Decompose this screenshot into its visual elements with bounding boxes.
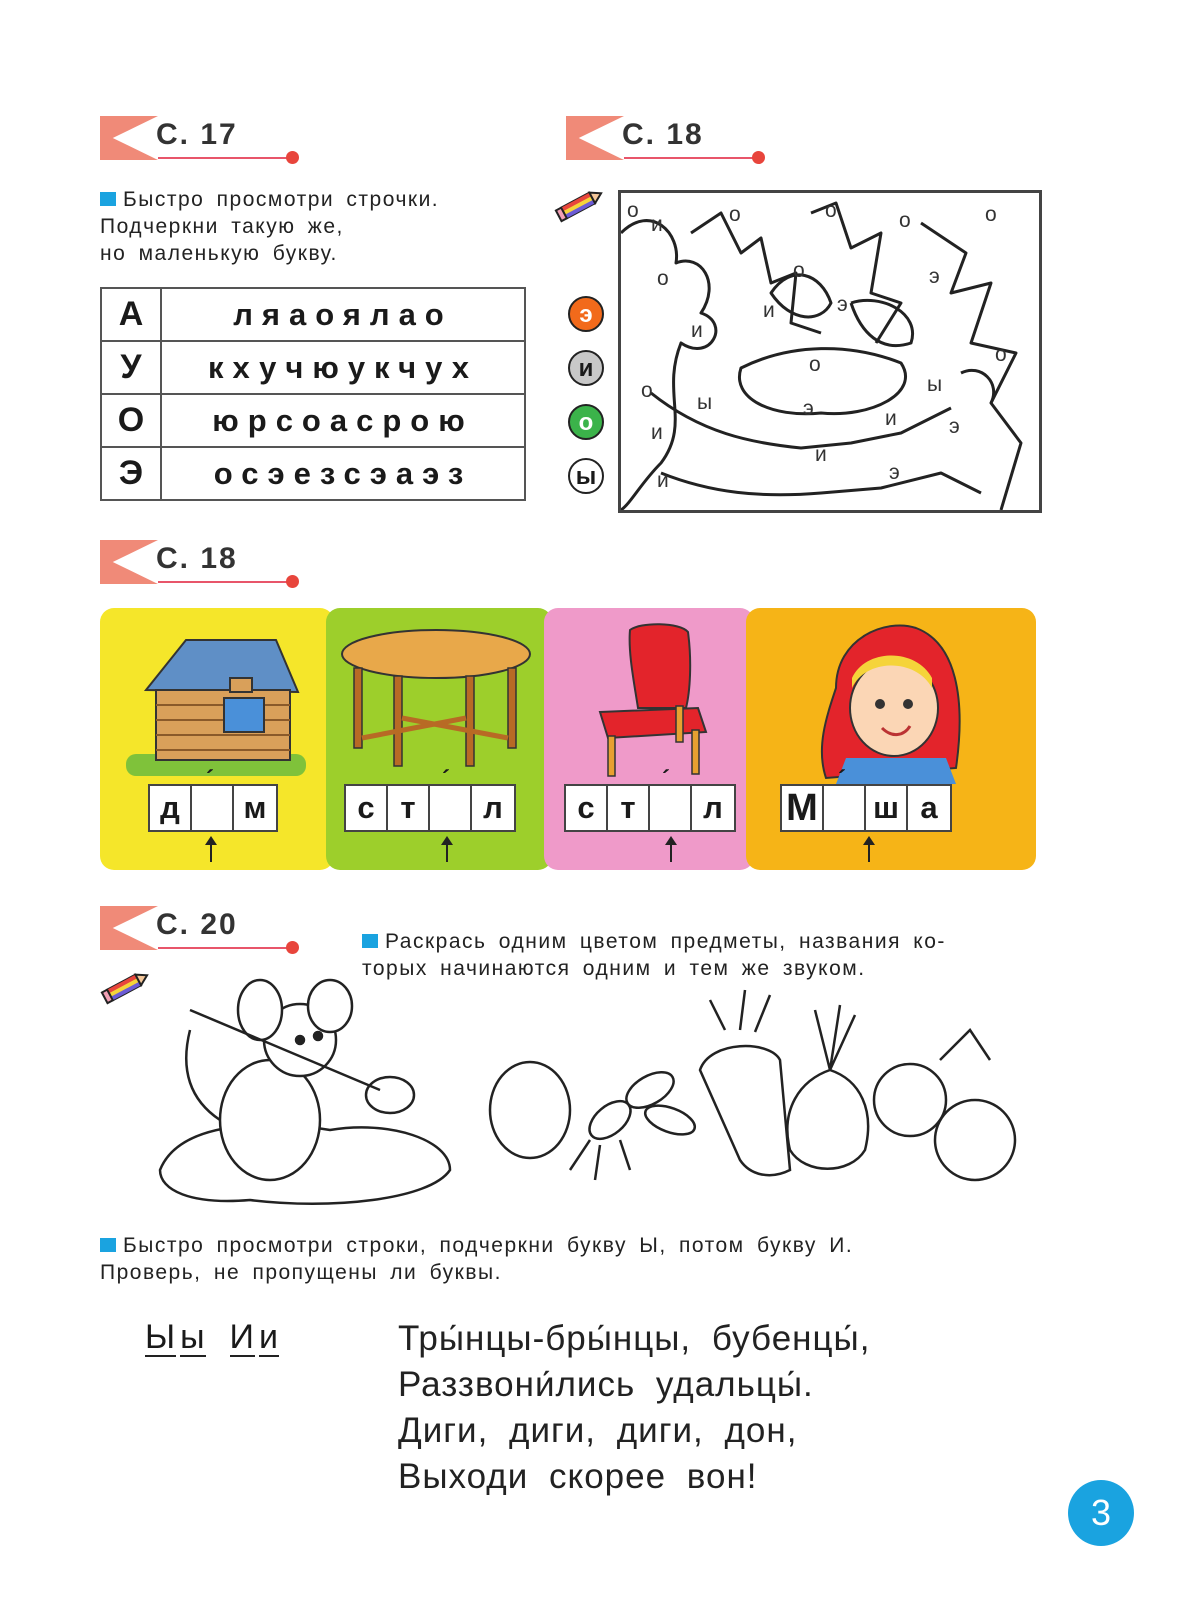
header-flag-icon xyxy=(100,540,158,584)
carrot-icon xyxy=(700,990,790,1175)
picture-letter: о xyxy=(995,343,1007,366)
picture-letter: о xyxy=(641,379,653,402)
picture-letter: и xyxy=(763,299,775,322)
section-header-label: С. 20 xyxy=(156,908,238,941)
picture-letter: о xyxy=(627,199,639,222)
onion-icon xyxy=(787,1005,868,1169)
word-boxes[interactable]: М ш а xyxy=(780,784,952,832)
poem-line: Диги, диги, диги, дон, xyxy=(398,1411,798,1450)
table-row xyxy=(101,288,525,341)
coloring-items[interactable] xyxy=(150,970,1020,1220)
fly-icon xyxy=(570,1065,699,1180)
missing-letter-box[interactable] xyxy=(650,786,692,830)
letter-sequence: юрсоасрою xyxy=(161,394,525,447)
capital-letter: Э xyxy=(101,447,161,500)
picture-letter: о xyxy=(825,199,837,222)
poem xyxy=(398,1316,870,1500)
table-row xyxy=(101,447,525,500)
poem-line: Тры́нцы-бры́нцы, бубенцы́, xyxy=(398,1319,871,1358)
picture-letter: и xyxy=(651,213,663,236)
girl-icon xyxy=(806,618,986,784)
arrow-icon xyxy=(210,840,212,862)
bullet-icon xyxy=(100,192,116,206)
word-boxes[interactable]: с т л xyxy=(344,784,516,832)
missing-letter-box[interactable] xyxy=(430,786,472,830)
picture-letter: о xyxy=(985,203,997,226)
capital-letter: А xyxy=(101,288,161,341)
picture-letter: э xyxy=(929,265,940,288)
table-row xyxy=(101,394,525,447)
letter-sequence: осэезсэаэз xyxy=(161,447,525,500)
raspberry-icon xyxy=(874,1030,1015,1180)
arrow-icon xyxy=(868,840,870,862)
letter-sequence: кхучюукчух xyxy=(161,341,525,394)
page-number: 3 xyxy=(1068,1480,1134,1546)
arrow-icon xyxy=(446,840,448,862)
picture-letter: э xyxy=(803,397,814,420)
capital-letter: О xyxy=(101,394,161,447)
letter-I-capital: И xyxy=(229,1318,255,1356)
section-header-p17 xyxy=(100,116,310,162)
section-header-label: С. 17 xyxy=(156,118,238,151)
letter-pairs xyxy=(145,1318,283,1357)
section-header-p20 xyxy=(100,906,310,952)
house-icon xyxy=(126,630,306,780)
section-header-p18 xyxy=(566,116,776,162)
picture-letter: о xyxy=(793,259,805,282)
poem-line: Выходи скорее вон! xyxy=(398,1457,758,1496)
picture-letter: о xyxy=(809,353,821,376)
lemon-icon xyxy=(490,1062,570,1158)
card-house: д м ´ xyxy=(100,608,334,870)
color-key-i: и xyxy=(568,350,604,386)
color-key-o: о xyxy=(568,404,604,440)
coloring-outline xyxy=(621,193,1039,510)
header-flag-icon xyxy=(100,116,158,160)
picture-letter: и xyxy=(815,443,827,466)
bullet-icon xyxy=(362,934,378,948)
section-header-label: С. 18 xyxy=(156,542,238,575)
letter-i-small: и xyxy=(258,1318,279,1356)
picture-letter: э xyxy=(889,461,900,484)
poem-line: Раззвони́лись удальцы́. xyxy=(398,1365,814,1404)
pencil-icon xyxy=(554,186,604,224)
picture-letter: и xyxy=(657,469,669,492)
section-header-label: С. 18 xyxy=(622,118,704,151)
letter-sequence: ляаоялао xyxy=(161,288,525,341)
picture-letter: о xyxy=(899,209,911,232)
capital-letter: У xyxy=(101,341,161,394)
card-table: с т л ´ xyxy=(326,608,552,870)
picture-letter: и xyxy=(885,407,897,430)
table-icon xyxy=(336,628,536,768)
instruction-color: Раскрась одним цветом предметы, названия ко- торых начинаются одним и тем же звуком. xyxy=(362,930,946,980)
picture-letter: и xyxy=(691,319,703,342)
color-key-e: э xyxy=(568,296,604,332)
header-flag-icon xyxy=(100,906,158,950)
section-header-p18-cards xyxy=(100,540,310,586)
color-key-y: ы xyxy=(568,458,604,494)
pencil-icon xyxy=(100,968,150,1006)
card-chair: с т л ´ xyxy=(544,608,754,870)
chair-icon xyxy=(580,622,720,778)
arrow-icon xyxy=(670,840,672,862)
picture-letter: о xyxy=(729,203,741,226)
letter-table xyxy=(100,287,526,501)
table-row xyxy=(101,341,525,394)
card-girl: М ш а ´ xyxy=(746,608,1036,870)
word-boxes[interactable]: с т л xyxy=(564,784,736,832)
picture-letter: ы xyxy=(927,373,943,396)
word-boxes[interactable]: д м xyxy=(148,784,278,832)
instruction-underline: Быстро просмотри строчки. Подчеркни такую же, но маленькую букву. xyxy=(100,188,440,265)
letter-Y-capital: Ы xyxy=(145,1318,177,1356)
header-flag-icon xyxy=(566,116,624,160)
picture-letter: и xyxy=(651,421,663,444)
picture-letter: э xyxy=(949,415,960,438)
coloring-picture[interactable] xyxy=(618,190,1042,513)
picture-letter: ы xyxy=(697,391,713,414)
picture-letter: э xyxy=(837,293,848,316)
picture-letter: о xyxy=(657,267,669,290)
instruction-y-i: Быстро просмотри строки, подчеркни букву Ы, потом букву И. Проверь, не пропущены ли буквы. xyxy=(100,1234,854,1284)
letter-y-small: ы xyxy=(180,1318,206,1356)
bullet-icon xyxy=(100,1238,116,1252)
